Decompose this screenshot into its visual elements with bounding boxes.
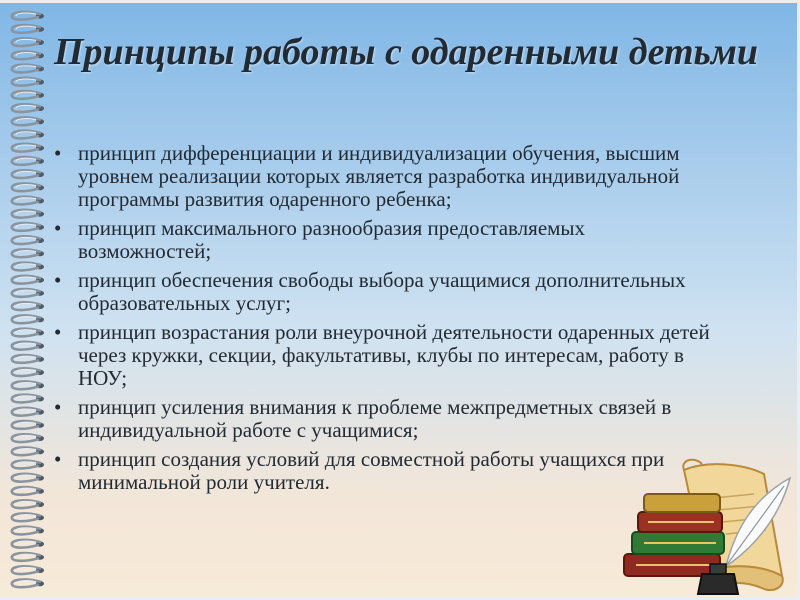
bullet-marker: • bbox=[54, 395, 62, 419]
slide-title: Принципы работы с одаренными детьми bbox=[54, 31, 759, 73]
spiral-ring bbox=[12, 368, 44, 376]
bullet-text: принцип усиления внимания к проблеме межпредметных связей в индивидуальной работе с учащимися; bbox=[78, 395, 672, 442]
bullet-marker: • bbox=[54, 320, 62, 344]
bullet-text: принцип дифференциации и индивидуализации обучения, высшим уровнем реализации которых является разработка индивидуальной программы развития одаренного ребенка; bbox=[78, 141, 680, 211]
bullet-text: принцип возрастания роли внеурочной деятельности одаренных детей через кружки, секции, факультативы, клубы по интересам, работу в НОУ; bbox=[78, 320, 710, 390]
spiral-ring bbox=[12, 210, 44, 218]
spiral-ring bbox=[12, 91, 44, 99]
spiral-ring bbox=[12, 329, 44, 337]
spiral-ring bbox=[12, 183, 44, 191]
spiral-ring bbox=[12, 513, 44, 521]
bullet-item bbox=[48, 321, 718, 390]
bullet-marker: • bbox=[54, 268, 62, 292]
bullet-marker: • bbox=[54, 216, 62, 240]
spiral-ring bbox=[12, 527, 44, 535]
spiral-ring bbox=[12, 381, 44, 389]
spiral-ring bbox=[12, 144, 44, 152]
books-scroll-quill-clipart-icon bbox=[614, 458, 800, 598]
spiral-ring bbox=[12, 540, 44, 548]
bullet-text: принцип обеспечения свободы выбора учащимися дополнительных образовательных услуг; bbox=[78, 268, 686, 315]
spiral-ring bbox=[12, 355, 44, 363]
notebook-spiral-binding-icon bbox=[2, 6, 50, 596]
spiral-ring bbox=[12, 223, 44, 231]
spiral-ring bbox=[12, 408, 44, 416]
spiral-ring bbox=[12, 289, 44, 297]
bullet-item bbox=[48, 217, 718, 263]
bullet-item bbox=[48, 269, 718, 315]
spiral-ring bbox=[12, 500, 44, 508]
spiral-ring bbox=[12, 157, 44, 165]
spiral-ring bbox=[12, 276, 44, 284]
bullet-text: принцип создания условий для совместной работы учащихся при минимальной роли учителя. bbox=[78, 447, 665, 494]
spiral-ring bbox=[12, 51, 44, 59]
spiral-ring bbox=[12, 249, 44, 257]
bullet-list bbox=[48, 142, 718, 500]
bullet-item bbox=[48, 396, 718, 442]
spiral-ring bbox=[12, 104, 44, 112]
bullet-marker: • bbox=[54, 447, 62, 471]
spiral-ring bbox=[12, 395, 44, 403]
bullet-marker: • bbox=[54, 141, 62, 165]
bullet-item bbox=[48, 142, 718, 211]
spiral-ring bbox=[12, 421, 44, 429]
spiral-ring bbox=[12, 302, 44, 310]
spiral-ring bbox=[12, 461, 44, 469]
spiral-ring bbox=[12, 579, 44, 587]
spiral-ring bbox=[12, 65, 44, 73]
bullet-text: принцип максимального разнообразия предоставляемых возможностей; bbox=[78, 216, 586, 263]
spiral-ring bbox=[12, 315, 44, 323]
spiral-ring bbox=[12, 487, 44, 495]
spiral-ring bbox=[12, 12, 44, 20]
spiral-ring bbox=[12, 197, 44, 205]
spiral-ring bbox=[12, 25, 44, 33]
spiral-ring bbox=[12, 434, 44, 442]
spiral-ring bbox=[12, 170, 44, 178]
spiral-ring bbox=[12, 78, 44, 86]
spiral-ring bbox=[12, 117, 44, 125]
spiral-ring bbox=[12, 447, 44, 455]
spiral-ring bbox=[12, 553, 44, 561]
spiral-ring bbox=[12, 263, 44, 271]
spiral-ring bbox=[12, 474, 44, 482]
spiral-ring bbox=[12, 131, 44, 139]
spiral-ring bbox=[12, 38, 44, 46]
spiral-ring bbox=[12, 342, 44, 350]
spiral-ring bbox=[12, 566, 44, 574]
spiral-ring bbox=[12, 236, 44, 244]
